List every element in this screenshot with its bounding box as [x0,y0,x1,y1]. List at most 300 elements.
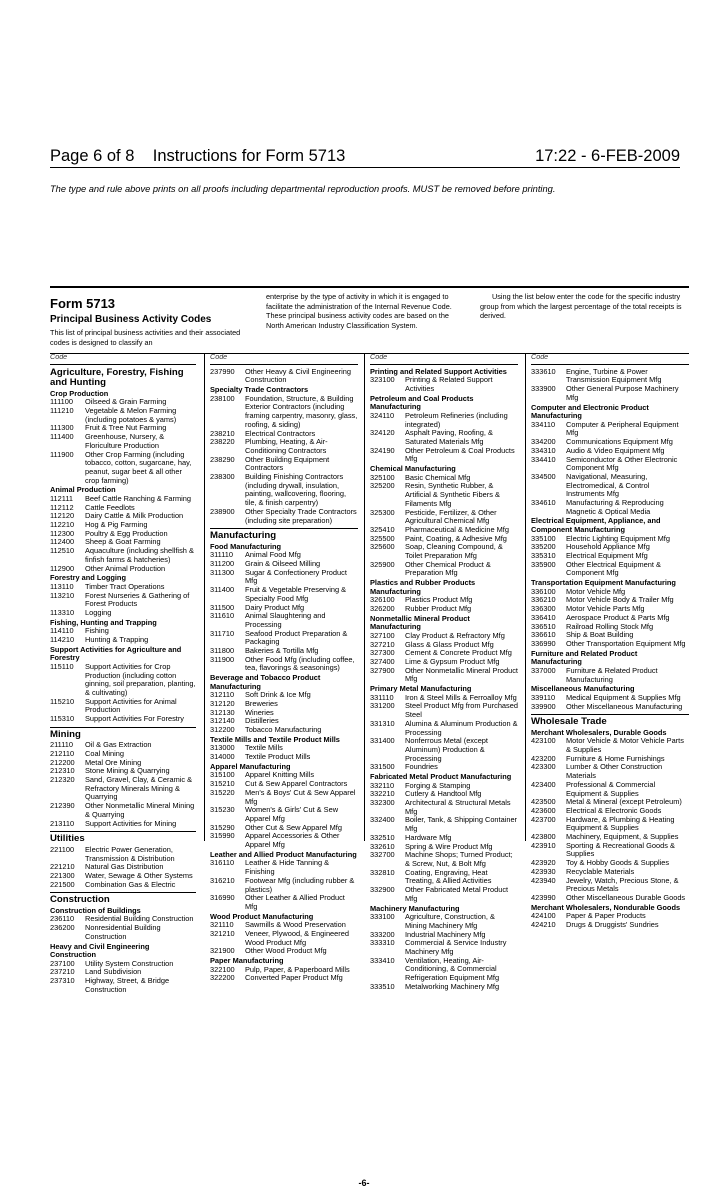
activity-description: Hunting & Trapping [85,634,149,644]
activity-description: Land Subdivision [85,967,142,977]
activity-description: Building Finishing Contractors (including drywall, insulation, painting, wallcovering, flooring, tile, & finish carpentry) [245,472,347,508]
activity-description: Drugs & Druggists' Sundries [566,920,659,929]
activity-description: Electric Power Generation, Transmission & Distribution [85,844,175,863]
activity-code: 311500 [210,602,235,612]
activity-description: Cut & Sew Apparel Contractors [245,779,348,789]
activity-description: Cutlery & Handtool Mfg [405,789,482,799]
activity-description: Coating, Engraving, Heat Treating, & Allied Activities [405,867,492,886]
activity-description: Sawmills & Wood Preservation [245,920,346,930]
activity-description: Professional & Commercial Equipment & Supplies [566,779,656,798]
activity-code: 321210 [210,928,235,938]
code-entry [370,376,518,393]
activity-description: Other Food Mfg (including coffee, tea, flavorings & seasonings) [245,654,355,673]
activity-code: 111400 [50,432,74,442]
code-entry [50,698,196,715]
page-number: -6- [358,1178,370,1188]
activity-code: 334310 [531,445,556,455]
activity-code: 112112 [50,502,74,512]
activity-code: 221500 [50,879,75,889]
activity-description: Converted Paper Product Mfg [245,973,343,983]
code-column-4 [531,352,689,929]
activity-code: 334410 [531,454,556,464]
activity-code: 423920 [531,858,556,868]
activity-code: 113310 [50,607,75,617]
code-entry [210,395,358,430]
activity-description: Computer & Peripheral Equipment Mfg [566,419,679,438]
activity-description: Timber Tract Operations [85,581,165,591]
activity-description: Greenhouse, Nursery, & Floriculture Production [85,432,165,450]
activity-code: 334610 [531,498,556,508]
code-entry [50,715,196,724]
subsector-heading: Food Manufacturing [210,541,282,551]
code-entry [531,473,689,499]
activity-code: 236200 [50,923,75,933]
code-entry [531,816,689,833]
activity-code: 221100 [50,844,75,854]
activity-description: Apparel Knitting Mills [245,770,315,780]
code-entry [370,886,518,903]
activity-code: 424100 [531,911,556,921]
subsector-heading: Printing and Related Support Activities [370,366,507,376]
activity-code: 424210 [531,920,556,929]
code-entry [50,663,196,698]
activity-description: Other Fabricated Metal Product Mfg [405,885,509,903]
code-entry [531,781,689,798]
activity-code: 237990 [210,366,235,376]
code-entry [210,438,358,455]
code-entry [50,977,196,994]
activity-code: 336410 [531,612,556,622]
activity-description: Sand, Gravel, Clay, & Ceramic & Refractory Minerals Mining & Quarrying [85,775,193,802]
activity-description: Toy & Hobby Goods & Supplies [566,858,670,868]
activity-code: 327210 [370,639,395,649]
activity-description: Animal Food Mfg [245,550,301,560]
activity-code: 332610 [370,841,395,851]
activity-description: Apparel Accessories & Other Apparel Mfg [245,831,340,850]
activity-description: Residential Building Construction [85,914,194,924]
activity-code: 322100 [210,964,235,974]
activity-code: 311400 [210,585,235,595]
activity-code: 212320 [50,775,75,785]
activity-description: Grain & Oilseed Milling [245,559,321,569]
activity-code: 238290 [210,454,235,464]
activity-description: Industrial Machinery Mfg [405,929,486,939]
activity-code: 331500 [370,762,395,772]
activity-code: 113210 [50,590,75,600]
code-entry [210,753,358,762]
activity-description: Commercial & Service Industry Machinery Mfg [405,938,507,956]
header-title: Page 6 of 8 Instructions for Form 5713 [50,147,346,165]
activity-description: Clay Product & Refractory Mfg [405,630,505,640]
activity-description: Poultry & Egg Production [85,528,168,538]
code-entry [370,509,518,526]
code-entry [210,930,358,947]
activity-code: 333310 [370,938,395,948]
activity-code: 332110 [370,780,395,790]
activity-code: 315210 [210,779,235,789]
activity-code: 423700 [531,814,556,824]
code-column-header: Code [531,353,689,365]
activity-code: 324110 [370,410,395,420]
activity-description: Dairy Cattle & Milk Production [85,511,184,521]
activity-description: Support Activities For Forestry [85,714,184,724]
activity-code: 312140 [210,716,235,726]
activity-code: 111100 [50,397,74,407]
code-entry [210,789,358,806]
subsector-heading: Merchant Wholesalers, Nondurable Goods [531,902,681,912]
activity-code: 327900 [370,665,395,675]
activity-code: 311900 [210,654,235,664]
code-entry [210,508,358,525]
activity-code: 237210 [50,967,75,977]
activity-description: Other Nonmetallic Mineral Product Mfg [405,665,518,684]
activity-code: 111210 [50,406,74,415]
activity-code: 221210 [50,862,75,872]
activity-code: 112210 [50,520,75,530]
subsector-heading: Leather and Allied Product Manufacturing [210,849,357,859]
activity-code: 311300 [210,567,235,577]
code-entry [210,368,358,385]
activity-code: 339110 [531,692,556,702]
activity-description: Paint, Coating, & Adhesive Mfg [405,533,507,543]
activity-description: Utility System Construction [85,958,174,968]
activity-description: Paper & Paper Products [566,911,646,921]
activity-code: 331200 [370,701,395,711]
activity-description: Wineries [245,707,274,717]
activity-description: Audio & Video Equipment Mfg [566,445,665,455]
activity-code: 327300 [370,648,395,658]
activity-code: 327100 [370,630,395,640]
activity-description: Motor Vehicle & Motor Vehicle Parts & Supplies [566,736,684,755]
code-entry [50,565,196,574]
code-entry [370,561,518,578]
activity-description: Cement & Concrete Product Mfg [405,648,512,658]
column-divider [364,353,365,841]
activity-code: 112900 [50,563,75,573]
code-column-header: Code [370,353,518,365]
code-entry [50,636,196,645]
subsector-heading: Transportation Equipment Manufacturing [531,578,676,588]
subsector-heading: Fabricated Metal Product Manufacturing [370,772,512,782]
activity-description: Boiler, Tank, & Shipping Container Mfg [405,815,518,834]
code-entry [50,820,196,829]
activity-description: Other General Purpose Machinery Mfg [566,384,679,402]
code-entry [370,667,518,684]
activity-description: Footwear Mfg (including rubber & plastics) [245,875,355,894]
activity-code: 325100 [370,472,395,482]
activity-code: 339900 [531,701,556,711]
activity-description: Leather & Hide Tanning & Finishing [245,858,330,877]
activity-code: 111900 [50,449,74,459]
activity-code: 325500 [370,533,395,543]
activity-description: Fruit & Tree Nut Farming [85,423,167,433]
code-entry [531,877,689,894]
code-entry [210,806,358,823]
activity-description: Electrical Contractors [245,428,316,438]
subsector-heading: Paper Manufacturing [210,956,284,966]
activity-description: Sugar & Confectionery Product Mfg [245,567,347,586]
activity-code: 324190 [370,445,395,455]
activity-code: 114110 [50,626,74,636]
activity-description: Tobacco Manufacturing [245,725,322,735]
code-entry [531,561,689,578]
activity-code: 238100 [210,393,235,403]
form-intro [50,286,689,354]
subsector-heading: Heavy and Civil Engineering Construction [50,941,150,960]
activity-description: Distilleries [245,716,279,726]
activity-description: Other Heavy & Civil Engineering Construction [245,366,351,385]
activity-description: Textile Product Mills [245,752,311,762]
code-entry [210,630,358,647]
running-header [50,147,680,168]
activity-description: Combination Gas & Electric [85,879,176,889]
code-entry [50,407,196,424]
code-entry [50,881,196,890]
activity-code: 331400 [370,736,395,746]
activity-description: Oil & Gas Extraction [85,740,152,750]
activity-code: 211110 [50,740,74,750]
activity-description: Seafood Product Preparation & Packaging [245,628,348,647]
activity-description: Manufacturing & Reproducing Magnetic & Optical Media [566,498,664,516]
activity-code: 335100 [531,533,556,543]
code-entry [370,799,518,816]
activity-description: Communications Equipment Mfg [566,437,673,447]
code-entry [370,983,518,992]
code-entry [210,894,358,911]
activity-code: 312200 [210,725,235,735]
code-entry [531,703,689,712]
code-entry [370,429,518,446]
activity-description: Forest Nurseries & Gathering of Forest Products [85,590,190,609]
activity-description: Lumber & Other Construction Materials [566,762,663,781]
code-entry [210,569,358,586]
subsector-heading: Beverage and Tobacco Product Manufacturing [210,673,321,691]
activity-code: 212110 [50,748,75,758]
subsector-heading: Plastics and Rubber Products Manufacturing [370,578,476,596]
code-entry [50,802,196,819]
code-entry [370,913,518,930]
activity-code: 334110 [531,419,556,429]
subsector-heading: Specialty Trade Contractors [210,385,309,395]
activity-code: 332810 [370,867,395,877]
activity-description: Nonresidential Building Construction [85,923,161,941]
code-entry [531,385,689,402]
activity-description: Veneer, Plywood, & Engineered Wood Product Mfg [245,928,349,947]
subsector-heading: Computer and Electronic Product Manufacturing [531,402,649,421]
activity-code: 312130 [210,707,235,717]
proof-notice: The type and rule above prints on all proofs including departmental reproduction proofs. MUST be removed before printing. [50,184,556,194]
activity-description: Printing & Related Support Activities [405,375,493,393]
activity-description: Beef Cattle Ranching & Farming [85,493,191,503]
intro-paragraph-2: enterprise by the type of activity in which it is engaged to facilitate the administration of the Internal Revenue Code. These principal business activity codes are based on the North American Industry Classification System. [266,292,452,330]
subsector-heading: Machinery Manufacturing [370,903,460,913]
activity-code: 332210 [370,789,395,799]
activity-description: Motor Vehicle Parts Mfg [566,604,645,614]
activity-code: 331310 [370,718,395,728]
activity-code: 313000 [210,743,235,753]
activity-description: Logging [85,607,112,617]
activity-description: Fruit & Vegetable Preserving & Specialty Food Mfg [245,585,347,603]
subsector-heading: Wood Product Manufacturing [210,911,314,921]
activity-description: Glass & Glass Product Mfg [405,639,494,649]
activity-description: Pesticide, Fertilizer, & Other Agricultural Chemical Mfg [405,507,497,526]
activity-code: 316990 [210,893,235,903]
activity-code: 212200 [50,757,75,767]
code-entry [370,543,518,560]
activity-description: Recyclable Materials [566,866,635,876]
subsector-heading: Electrical Equipment, Appliance, and Component Manufacturing [531,516,661,535]
code-entry [210,612,358,629]
activity-code: 325600 [370,542,395,552]
code-entry [210,974,358,983]
subsector-heading: Petroleum and Coal Products Manufacturing [370,393,474,412]
activity-code: 112120 [50,511,75,521]
code-entry [50,592,196,609]
activity-code: 115210 [50,696,75,706]
activity-code: 316110 [210,858,235,868]
code-entry [370,816,518,833]
activity-code: 336990 [531,638,556,648]
activity-description: Iron & Steel Mills & Ferroalloy Mfg [405,692,517,702]
activity-description: Motor Vehicle Mfg [566,586,626,596]
activity-code: 311710 [210,628,235,638]
code-entry [531,499,689,516]
activity-description: Foundries [405,762,438,772]
activity-description: Ship & Boat Building [566,630,634,640]
activity-code: 333610 [531,366,556,376]
activity-description: Navigational, Measuring, Electromedical, & Control Instruments Mfg [566,471,650,499]
activity-description: Machine Shops; Turned Product; & Screw, Nut, & Bolt Mfg [405,850,513,868]
activity-description: Cattle Feedlots [85,502,135,512]
activity-code: 423200 [531,753,556,763]
activity-description: Other Electrical Equipment & Component Mfg [566,559,661,578]
activity-description: Pharmaceutical & Medicine Mfg [405,524,509,534]
activity-description: Railroad Rolling Stock Mfg [566,621,654,631]
code-entry [210,832,358,849]
activity-description: Sheep & Goat Farming [85,537,161,547]
activity-code: 321110 [210,920,234,930]
activity-code: 112400 [50,537,75,547]
activity-code: 333410 [370,955,395,965]
code-entry [370,447,518,464]
activity-code: 315220 [210,787,235,797]
activity-code: 212310 [50,766,75,776]
code-entry [50,846,196,863]
sector-heading: Mining [50,727,196,741]
code-entry [531,737,689,754]
column-divider [204,353,205,841]
activity-description: Dairy Product Mfg [245,602,305,612]
activity-description: Machinery, Equipment, & Supplies [566,832,679,842]
sector-heading: Wholesale Trade [531,714,689,728]
activity-description: Natural Gas Distribution [85,862,164,872]
activity-code: 325410 [370,524,395,534]
form-description: This list of principal business activities and their associated codes is designed to classify an [50,328,241,347]
activity-code: 336100 [531,586,556,596]
activity-code: 236110 [50,914,75,924]
activity-code: 332300 [370,798,395,808]
activity-description: Vegetable & Melon Farming (including potatoes & yams) [85,406,177,424]
code-entry [50,433,196,450]
activity-code: 336210 [531,595,556,605]
activity-description: Semiconductor & Other Electronic Component Mfg [566,454,678,473]
subsector-heading: Chemical Manufacturing [370,464,456,474]
activity-description: Rubber Product Mfg [405,604,472,614]
activity-code: 312120 [210,699,235,709]
activity-description: Steel Product Mfg from Purchased Steel [405,701,518,720]
activity-code: 336510 [531,621,556,631]
activity-description: Other Leather & Allied Product Mfg [245,893,345,911]
code-entry [210,656,358,673]
activity-description: Other Nonmetallic Mineral Mining & Quarrying [85,801,195,819]
activity-description: Soap, Cleaning Compound, & Toilet Preparation Mfg [405,542,503,561]
activity-description: Plumbing, Heating, & Air-Conditioning Contractors [245,437,328,455]
activity-code: 326100 [370,595,395,605]
subsector-heading: Support Activities for Agriculture and Forestry [50,644,182,663]
activity-code: 113110 [50,581,74,591]
activity-description: Other Transportation Equipment Mfg [566,638,686,648]
activity-code: 238900 [210,506,235,516]
activity-description: Ventilation, Heating, Air-Conditioning, & Commercial Refrigeration Equipment Mfg [405,955,500,983]
activity-description: Pulp, Paper, & Paperboard Mills [245,964,350,974]
code-entry [531,842,689,859]
subsector-heading: Animal Production [50,485,116,495]
activity-code: 336610 [531,630,556,640]
activity-code: 315290 [210,822,235,832]
activity-code: 334200 [531,437,556,447]
activity-description: Coal Mining [85,748,125,758]
code-entry [370,851,518,868]
activity-description: Furniture & Home Furnishings [566,753,665,763]
activity-description: Bakeries & Tortilla Mfg [245,646,319,656]
code-entry [531,667,689,684]
activity-description: Water, Sewage & Other Systems [85,870,193,880]
activity-code: 325200 [370,481,395,491]
code-entry [50,776,196,802]
activity-code: 311610 [210,611,235,621]
activity-description: Aerospace Product & Parts Mfg [566,612,670,622]
activity-code: 237310 [50,976,75,986]
activity-code: 112111 [50,493,74,503]
activity-code: 212390 [50,801,75,811]
code-column-1 [50,352,196,994]
column-divider [525,353,526,841]
activity-code: 423910 [531,840,556,850]
code-entry [210,473,358,508]
subsector-heading: Fishing, Hunting and Trapping [50,617,157,627]
code-entry [210,947,358,956]
subsector-heading: Crop Production [50,388,109,398]
code-entry [370,605,518,614]
activity-code: 333900 [531,384,556,394]
activity-code: 327400 [370,657,395,667]
code-entry [370,869,518,886]
code-entry [50,609,196,618]
activity-code: 325300 [370,507,395,517]
code-entry [370,763,518,772]
activity-description: Forging & Stamping [405,780,471,790]
code-entry [50,924,196,941]
activity-description: Other Specialty Trade Contractors (including site preparation) [245,506,357,525]
code-column-2 [210,352,358,983]
activity-description: Other Petroleum & Coal Products Mfg [405,445,515,464]
subsector-heading: Textile Mills and Textile Product Mills [210,734,340,744]
form-title: Form 5713 [50,296,116,311]
activity-code: 238220 [210,437,235,447]
activity-description: Medical Equipment & Supplies Mfg [566,692,681,702]
activity-description: Basic Chemical Mfg [405,472,471,482]
code-entry [50,451,196,486]
